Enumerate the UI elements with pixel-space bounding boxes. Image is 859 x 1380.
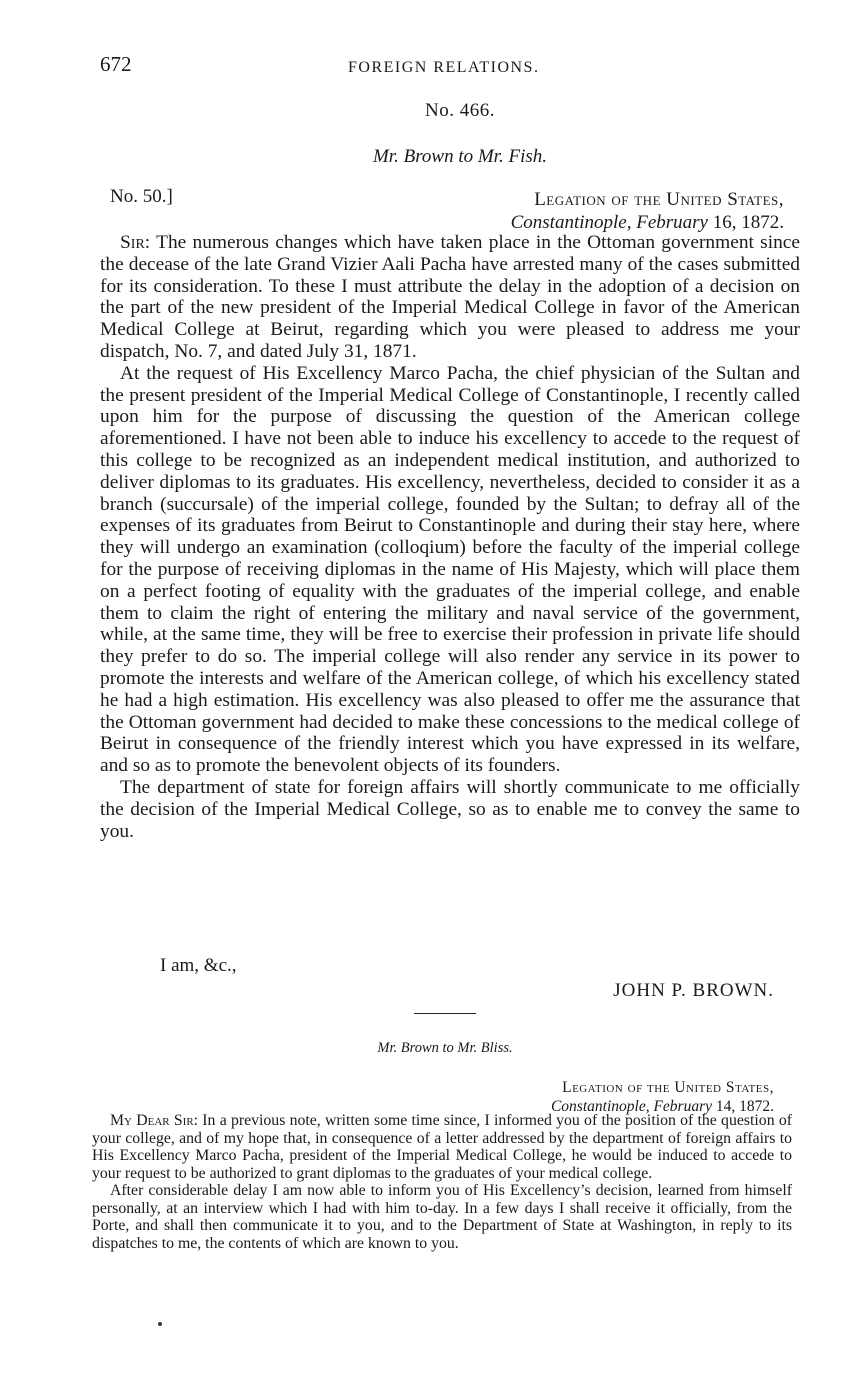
salutation: Sir: bbox=[120, 232, 151, 253]
paragraph bbox=[92, 1112, 792, 1182]
enclosure-dateline bbox=[551, 1078, 774, 1116]
ink-speck bbox=[158, 1322, 162, 1326]
enclosure-heading: Mr. Brown to Mr. Bliss. bbox=[377, 1040, 513, 1056]
salutation: My Dear Sir: bbox=[110, 1112, 199, 1129]
running-title: FOREIGN RELATIONS. bbox=[348, 59, 540, 76]
dateline-city-month: Constantinople, February bbox=[550, 1098, 712, 1115]
section-divider bbox=[414, 1013, 476, 1014]
letter-heading: Mr. Brown to Mr. Fish. bbox=[372, 146, 547, 167]
page-number: 672 bbox=[100, 52, 132, 76]
paragraph: The department of state for foreign affairs will shortly communicate to me officially the decision of the Imperial Medical College, so as to enable me to convey the same to you. bbox=[100, 776, 800, 842]
signature: JOHN P. BROWN. bbox=[613, 980, 774, 1001]
running-head bbox=[100, 52, 800, 78]
dateline-day-year: 16, 1872. bbox=[708, 212, 784, 233]
dateline-day-year: 14, 1872. bbox=[712, 1098, 774, 1115]
letter-closing: I am, &c., bbox=[160, 955, 237, 976]
dateline-place: Legation of the United States, bbox=[534, 189, 784, 210]
enclosure-body bbox=[92, 1112, 792, 1252]
letter-body bbox=[100, 232, 800, 842]
dateline-date bbox=[511, 211, 784, 234]
paragraph-text: The numerous changes which have taken place in the Ottoman government since the decease of the late Grand Vizier Aali Pacha have arrested many of the cases submitted for its consideration. To these I must attribute the delay in the adoption of a decision on the part of the new president of the Imperial Medical College in favor of the American Medical College at Beirut, regarding which you were pleased to address me your dispatch, No. 7, and dated July 31, 1871. bbox=[100, 232, 801, 362]
paragraph: At the request of His Excellency Marco Pacha, the chief physician of the Sultan and the present president of the Imperial Medical College of Constantinople, I recently called upon him for the purpose of discussing the question of the American college aforementioned. I have not been able to induce his excellency to accede to the request of this college to be recognized as an independent medical institution, and authorized to deliver diplomas to its graduates. His excellency, nevertheless, decided to consider it as a branch (succursale) of the imperial college, founded by the Sultan; to defray all of the expenses of its graduates from Beirut to Constantinople and during their stay here, where they will undergo an examination (colloqium) before the faculty of the imperial college for the purpose of receiving diplomas in the name of His Majesty, which will place them on a perfect footing of equality with the graduates of the imperial college, and enable them to claim the right of entering the military and naval service of the government, while, at the same time, they will be free to exercise their profession in private life should they prefer to do so. The imperial college will also render any service in its power to promote the interests and welfare of the American college, of which his excellency stated he had a high estimation. His excellency was also pleased to offer me the assurance that the Ottoman government had decided to make these concessions to the medical college of Beirut in consequence of the friendly interest which you have expressed in its welfare, and so as to promote the benevolent objects of its founders. bbox=[100, 362, 800, 777]
paragraph: After considerable delay I am now able to inform you of His Excellency’s decision, learned from himself personally, at an interview which I had with him to-day. In a few days I shall receive it officially, from the Porte, and shall then communicate it to you, and to the Department of State at Washington, in reply to its dispatches to me, the contents of which are known to you. bbox=[92, 1182, 792, 1252]
paragraph-text: In a previous note, written some time since, I informed you of the position of the question of your college, and of my hope that, in consequence of a letter addressed by the department of foreign affairs to His Excellency Marco Pacha, president of the Imperial Medical College, he would be induced to accede to your request to be authorized to grant diplomas to the graduates of your medical college. bbox=[92, 1112, 792, 1182]
dateline-place: Legation of the United States, bbox=[562, 1079, 774, 1096]
paragraph bbox=[100, 232, 800, 363]
letter-number: No. 50.] bbox=[110, 186, 173, 207]
dateline-city-month: Constantinople, February bbox=[510, 212, 708, 233]
document-number: No. 466. bbox=[425, 100, 495, 121]
letter-dateline bbox=[511, 188, 784, 234]
